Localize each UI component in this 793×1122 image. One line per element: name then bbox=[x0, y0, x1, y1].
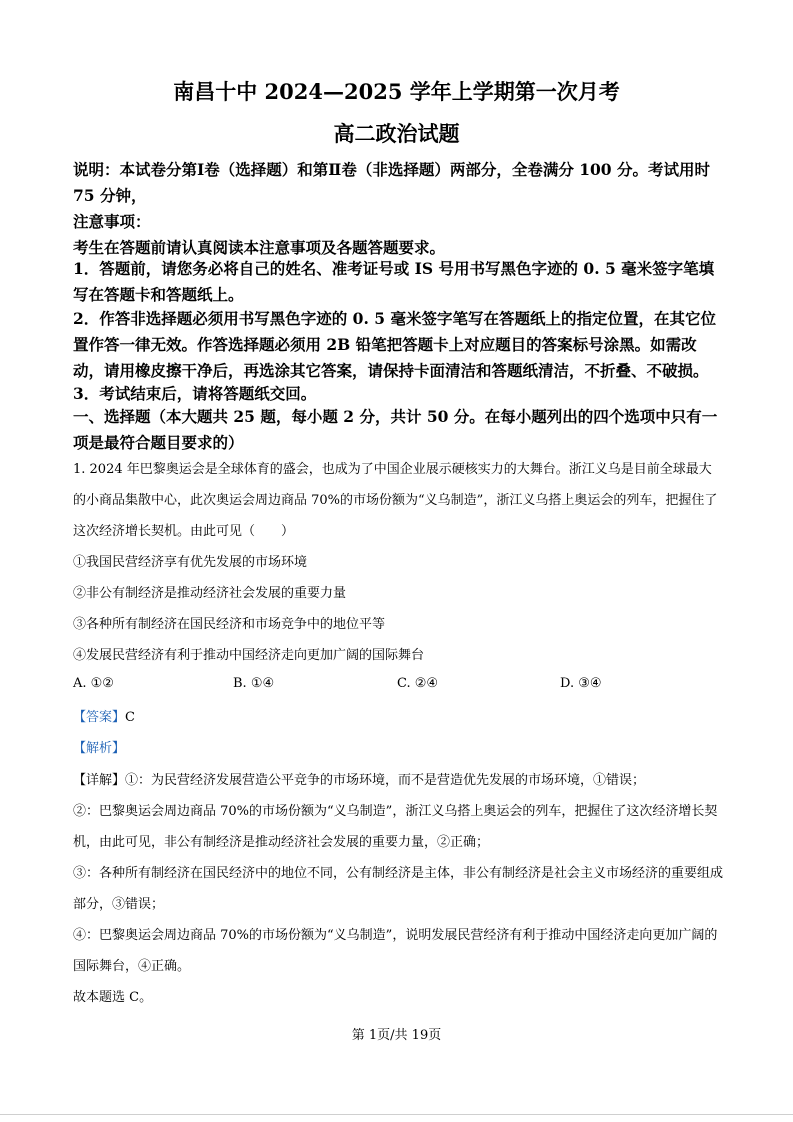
analysis-line bbox=[73, 739, 723, 759]
question-1-statement-1: ①我国民营经济享有优先发展的市场环境 bbox=[73, 555, 308, 570]
page-bottom-divider bbox=[0, 1114, 793, 1115]
notice-intro: 考生在答题前请认真阅读本注意事项及各题答题要求。 bbox=[73, 238, 446, 257]
option-b: B. ①④ bbox=[233, 676, 275, 691]
detail-3: ③：各种所有制经济在国民经济中的地位不同，公有制经济是主体，非公有制经济是社会主义市场经济的重要组成部分，③错误； bbox=[73, 866, 724, 912]
section-heading: 一、选择题（本大题共 25 题，每小题 2 分，共计 50 分。在每小题列出的四个选项中只有一项是最符合题目要求的） bbox=[73, 407, 718, 452]
question-1-statement-4: ④发展民营经济有利于推动中国经济走向更加广阔的国际舞台 bbox=[73, 648, 425, 663]
detail-label: 【详解】 bbox=[73, 773, 126, 788]
notice-item-2: 2．作答非选择题必须用书写黑色字迹的 0. 5 毫米签字笔写在答题纸上的指定位置，在其它位置作答一律无效。作答选择题必须用 2B 铅笔把答题卡上对应题目的答案标号涂黑。如需改动，请用橡皮擦干净后，再选涂其它答案，请保持卡面清洁和答题纸清洁，不折叠、不破损。 bbox=[73, 309, 716, 380]
conclusion: 故本题选 C。 bbox=[73, 990, 153, 1005]
detail-4: ④：巴黎奥运会周边商品 70%的市场份额为“义乌制造”，说明发展民营经济有利于推动中国经济走向更加广阔的国际舞台，④正确。 bbox=[73, 928, 718, 974]
question-1-statement-3: ③各种所有制经济在国民经济和市场竞争中的地位平等 bbox=[73, 617, 386, 632]
exam-description: 说明：本试卷分第Ⅰ卷（选择题）和第Ⅱ卷（非选择题）两部分，全卷满分 100 分。考试用时 75 分钟， bbox=[73, 160, 710, 205]
notice-heading: 注意事项： bbox=[73, 212, 151, 231]
exam-title: 南昌十中 2024—2025 学年上学期第一次月考 bbox=[173, 79, 620, 104]
question-1-stem: 1. 2024 年巴黎奥运会是全球体育的盛会，也成为了中国企业展示硬核实力的大舞台。浙江义乌是目前全球最大的小商品集散中心，此次奥运会周边商品 70%的市场份额为“义乌制造”，浙江义乌搭上奥运会的列车，把握住了这次经济增长契机。由此可见（ ） bbox=[73, 462, 718, 539]
answer-value: C bbox=[125, 710, 135, 725]
answer-label: 【答案】 bbox=[73, 710, 126, 725]
answer-line bbox=[73, 708, 723, 728]
option-c: C. ②④ bbox=[397, 676, 439, 691]
notice-item-1: 1．答题前，请您务必将自己的姓名、准考证号或 IS 号用书写黑色字迹的 0. 5 毫米签字笔填写在答题卡和答题纸上。 bbox=[73, 259, 715, 304]
notice-item-3: 3．考试结束后，请将答题纸交回。 bbox=[73, 384, 317, 403]
question-1-statement-2: ②非公有制经济是推动经济社会发展的重要力量 bbox=[73, 586, 347, 601]
detail-1-text: ①：为民营经济发展营造公平竞争的市场环境，而不是营造优先发展的市场环境，①错误； bbox=[125, 773, 646, 788]
question-1-options bbox=[73, 676, 723, 696]
option-a: A. ①② bbox=[73, 676, 114, 691]
page-number: 第 1页/共 19页 bbox=[351, 1028, 442, 1043]
analysis-label: 【解析】 bbox=[73, 741, 126, 756]
detail-1 bbox=[73, 765, 723, 796]
detail-2: ②：巴黎奥运会周边商品 70%的市场份额为“义乌制造”，浙江义乌搭上奥运会的列车，把握住了这次经济增长契机，由此可见，非公有制经济是推动经济社会发展的重要力量，②正确； bbox=[73, 804, 718, 850]
option-d: D. ③④ bbox=[560, 676, 602, 691]
exam-subtitle: 高二政治试题 bbox=[333, 121, 460, 146]
